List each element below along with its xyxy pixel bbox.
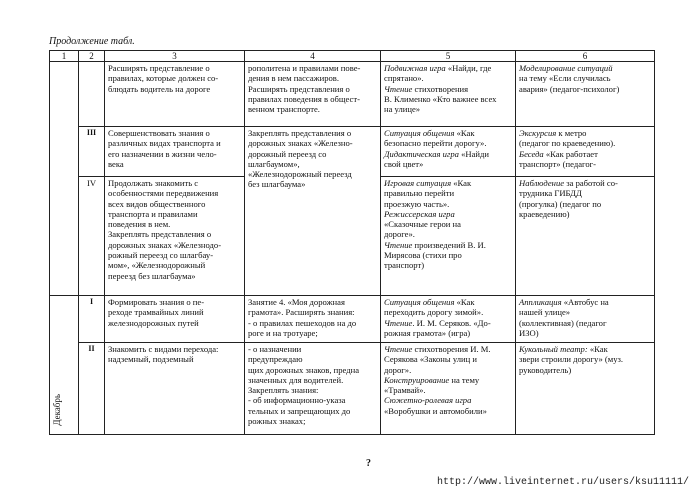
text-line: шлагбаумом», — [248, 158, 300, 169]
activity-text: к метро — [556, 128, 587, 138]
activity-text: на тему «Если случилась — [519, 73, 611, 84]
text-line — [519, 344, 651, 354]
activity-type: Ситуация общения — [384, 297, 455, 307]
content-cell — [245, 127, 381, 296]
activity-text: «Автобус на — [561, 297, 609, 307]
lesson-plan-table — [49, 50, 655, 435]
text-line — [384, 307, 512, 317]
watermark-url: http://www.liveinternet.ru/users/ksu11111/ — [436, 477, 689, 488]
activity-text: «Как — [451, 178, 472, 188]
text-line: рожный переезд со шлагбау- — [108, 250, 214, 261]
text-line: мом», «Железнодорожный — [108, 260, 206, 271]
activity-text: дорог». — [384, 364, 412, 375]
activity-text: (коллективная) (педагог — [519, 317, 607, 328]
text-line: рополитена и правилами пове- — [248, 63, 361, 73]
week-cell: III — [79, 127, 105, 177]
text-line — [384, 94, 512, 104]
text-line — [519, 307, 651, 317]
activity-type: Дидактическая игра — [384, 148, 459, 159]
text-line — [519, 297, 651, 307]
text-line — [384, 260, 512, 270]
activity-text: рожная грамота» (игра) — [384, 327, 471, 338]
activity-text: Серякова «Законы улиц и — [384, 354, 477, 365]
activity-text: стихотворения — [412, 83, 469, 94]
text-line — [384, 219, 512, 229]
activity-text: на улице» — [384, 104, 421, 115]
activity-text: В. Клименко «Кто важнее всех — [384, 93, 497, 104]
text-line — [519, 199, 651, 209]
activity-text: произведений В. И. — [412, 239, 486, 250]
text-line: - о правилах пешеходов на до — [248, 317, 357, 328]
text-line: дорожный переезд со — [248, 148, 327, 159]
cooperation-cell — [516, 296, 655, 343]
text-line: реходе трамвайных линий — [108, 307, 204, 318]
text-line — [384, 188, 512, 198]
text-line: Расширять представления о — [248, 83, 350, 94]
text-line — [384, 250, 512, 260]
text-line: Расширять представление о — [108, 63, 210, 73]
month-cell — [50, 296, 79, 435]
text-line — [384, 159, 512, 169]
activity-type: Экскурсия — [519, 128, 557, 138]
column-number: 6 — [516, 51, 655, 62]
activity-text: дороге». — [384, 229, 415, 240]
text-line: дорожных знаках «Железнодо- — [108, 239, 222, 250]
text-line — [384, 328, 512, 338]
activity-text: стихотворения И. М. — [412, 344, 491, 354]
activity-text: «Как работает — [543, 148, 598, 159]
goals-cell — [105, 343, 245, 435]
activity-type: Беседа — [519, 148, 544, 159]
activity-text: ИЗО) — [519, 327, 539, 338]
goals-cell — [105, 177, 245, 296]
text-line — [384, 354, 512, 364]
text-line — [384, 240, 512, 250]
text-line — [384, 84, 512, 94]
activity-text: безопасно перейти дорогу». — [384, 138, 487, 149]
activity-type: Игровая ситуация — [384, 178, 452, 188]
activity-type: Подвижная игра — [384, 63, 446, 73]
text-line: века — [108, 158, 124, 169]
goals-cell — [105, 62, 245, 127]
text-line — [384, 385, 512, 395]
text-line — [384, 375, 512, 385]
text-line — [519, 138, 651, 148]
text-line — [519, 318, 651, 328]
activity-text: «Как — [454, 297, 475, 307]
text-line — [384, 209, 512, 219]
cooperation-cell — [516, 127, 655, 177]
activity-type: Чтение — [384, 239, 413, 250]
text-line — [384, 178, 512, 188]
text-line: различных видах транспорта и — [108, 138, 221, 149]
text-line: его назначении в жизни чело- — [108, 148, 217, 159]
text-line: Продолжать знакомить с — [108, 178, 199, 188]
activity-text: нашей улице» — [519, 307, 571, 318]
cooperation-cell — [516, 62, 655, 127]
table-row — [50, 62, 655, 127]
activity-text: (прогулка) (педагог по — [519, 198, 602, 209]
activity-type: Чтение — [384, 317, 413, 328]
text-line: правилах, которые должен со- — [108, 73, 219, 84]
text-line — [519, 354, 651, 364]
text-line — [384, 229, 512, 239]
week-cell: II — [79, 343, 105, 435]
activity-type: Чтение — [384, 344, 413, 354]
activity-type: Конструирование — [384, 374, 450, 385]
activity-type: Чтение — [384, 83, 413, 94]
text-line: Закреплять представления о — [248, 128, 352, 138]
text-line: надземный, подземный — [108, 354, 194, 365]
text-line — [384, 199, 512, 209]
activity-cell — [381, 177, 516, 296]
text-line — [384, 297, 512, 307]
text-line — [519, 365, 651, 375]
content-cell — [245, 296, 381, 343]
activity-text: транспорт) — [384, 260, 425, 271]
week-cell — [79, 62, 105, 127]
activity-text: «Воробушки и автомобили» — [384, 405, 487, 416]
text-line — [519, 159, 651, 169]
goals-cell — [105, 296, 245, 343]
activity-text: звери строили дорогу» (муз. — [519, 354, 624, 365]
text-line — [519, 73, 651, 83]
activity-text: спрятано». — [384, 73, 424, 84]
activity-text: «Как — [587, 344, 608, 354]
activity-cell — [381, 62, 516, 127]
text-line: поведения в нем. — [108, 219, 171, 230]
activity-type: Сюжетно-ролевая игра — [384, 395, 472, 406]
text-line: рожных знаках; — [248, 416, 306, 427]
activity-type: Кукольный театр: — [519, 344, 588, 354]
text-line: Совершенствовать знания о — [108, 128, 210, 138]
text-line: всех видов общественного — [108, 198, 206, 209]
text-line: значенных для водителей. — [248, 374, 344, 385]
month-label: Декабрь — [52, 394, 62, 426]
month-cell — [50, 62, 79, 296]
text-line — [384, 395, 512, 405]
activity-text: авария» (педагог-психолог) — [519, 83, 620, 94]
text-line — [384, 104, 512, 114]
text-line — [519, 188, 651, 198]
text-line: венном транспорте. — [248, 104, 320, 115]
activity-text: краеведению) — [519, 208, 570, 219]
text-line: тельных и запрещающих до — [248, 405, 351, 416]
goals-cell — [105, 127, 245, 177]
cooperation-cell — [516, 343, 655, 435]
text-line — [384, 63, 512, 73]
content-cell — [245, 62, 381, 127]
content-cell — [245, 343, 381, 435]
text-line: «Железнодорожный переезд — [248, 169, 352, 180]
text-line: Закреплять знания: — [248, 385, 319, 396]
activity-text: «Как — [454, 128, 475, 138]
activity-text: проезжую часть». — [384, 198, 450, 209]
table-row — [50, 296, 655, 343]
text-line — [519, 128, 651, 138]
activity-text: «Найди, где — [445, 63, 492, 73]
text-line: дения в нем пассажиров. — [248, 73, 339, 84]
text-line: железнодорожных путей — [108, 317, 199, 328]
activity-text: (педагог по краеведению). — [519, 138, 616, 149]
column-number: 3 — [105, 51, 245, 62]
text-line — [519, 63, 651, 73]
activity-type: Аппликация — [519, 297, 562, 307]
activity-cell — [381, 127, 516, 177]
text-line — [519, 178, 651, 188]
text-line — [384, 406, 512, 416]
text-line: без шлагбаума» — [248, 179, 306, 190]
text-line: Закреплять представления о — [108, 229, 212, 240]
cooperation-cell — [516, 177, 655, 296]
activity-text: Мирясова (стихи про — [384, 250, 462, 261]
text-line: Формировать знания о пе- — [108, 297, 205, 307]
activity-cell — [381, 343, 516, 435]
activity-text: «Сказочные герои на — [384, 219, 461, 230]
activity-text: транспорт» (педагог- — [519, 158, 597, 169]
activity-text: переходить дорогу зимой». — [384, 307, 484, 318]
activity-text: на тему — [449, 374, 480, 385]
column-number: 4 — [245, 51, 381, 62]
activity-text: . И. М. Серяков. «До- — [412, 317, 491, 328]
activity-text: «Найди — [458, 148, 489, 159]
text-line: - об информационно-указа — [248, 395, 346, 406]
text-line: - о назначении — [248, 344, 302, 354]
text-line — [519, 149, 651, 159]
table-row — [50, 343, 655, 435]
text-line: роге и на тротуаре; — [248, 327, 318, 338]
column-number-row — [50, 51, 655, 62]
column-number: 1 — [50, 51, 79, 62]
text-line — [519, 328, 651, 338]
activity-text: трудника ГИБДД — [519, 188, 582, 199]
text-line — [384, 365, 512, 375]
text-line — [384, 138, 512, 148]
table-caption: Продолжение табл. — [49, 36, 135, 47]
text-line — [519, 84, 651, 94]
activity-type: Режиссерская игра — [384, 208, 455, 219]
text-line — [384, 128, 512, 138]
text-line: дорожных знаках «Железно- — [248, 138, 353, 149]
activity-type: Наблюдение — [519, 178, 565, 188]
text-line: Занятие 4. «Моя дорожная — [248, 297, 345, 307]
activity-type: Моделирование ситуаций — [519, 63, 613, 73]
activity-text: руководитель) — [519, 364, 572, 375]
text-line: грамота». Расширять знания: — [248, 307, 355, 318]
activity-text: за работой со- — [564, 178, 618, 188]
week-cell: I — [79, 296, 105, 343]
text-line — [384, 344, 512, 354]
activity-text: свой цвет» — [384, 158, 424, 169]
text-line: правилах поведения в общест- — [248, 93, 360, 104]
text-line — [519, 209, 651, 219]
activity-text: «Трамвай». — [384, 385, 426, 396]
text-line: блюдать водитель на дороге — [108, 83, 211, 94]
activity-type: Ситуация общения — [384, 128, 455, 138]
week-cell: IV — [79, 177, 105, 296]
text-line — [384, 318, 512, 328]
text-line: предупреждаю — [248, 354, 303, 365]
text-line: особенностями передвижения — [108, 188, 219, 199]
text-line — [384, 149, 512, 159]
text-line — [384, 73, 512, 83]
activity-text: правильно перейти — [384, 188, 455, 199]
text-line: щих дорожных знаков, предна — [248, 364, 360, 375]
text-line: переезд без шлагбаума» — [108, 270, 196, 281]
page-number: ? — [366, 458, 371, 469]
column-number: 5 — [381, 51, 516, 62]
text-line: транспорта и правилами — [108, 208, 198, 219]
column-number: 2 — [79, 51, 105, 62]
text-line: Знакомить с видами перехода: — [108, 344, 219, 354]
table-row — [50, 127, 655, 177]
activity-cell — [381, 296, 516, 343]
